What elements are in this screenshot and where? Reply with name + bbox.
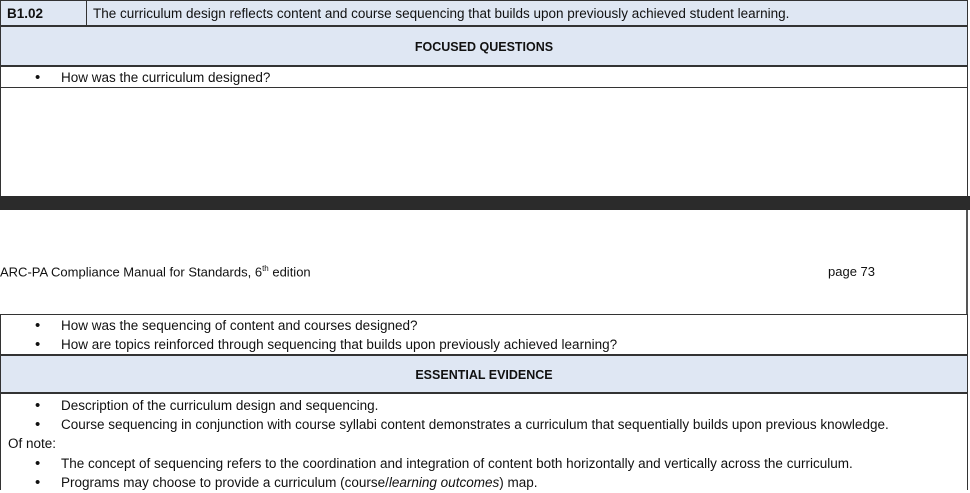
bullet-icon: •	[35, 474, 41, 491]
standard-row	[0, 0, 968, 26]
manual-title: ARC-PA Compliance Manual for Standards, 6th edition	[0, 264, 311, 280]
focused-questions-heading: FOCUSED QUESTIONS	[0, 26, 968, 66]
essential-evidence-heading: ESSENTIAL EVIDENCE	[0, 355, 968, 393]
bullet-icon: •	[35, 336, 41, 353]
focused-questions-list-top: • How was the curriculum designed?	[0, 66, 968, 88]
focused-questions-list-bottom: • How was the sequencing of content and courses designed? • How are topics reinforced through sequencing that builds upon previously achieved learning?	[0, 314, 968, 355]
blank-area	[0, 88, 968, 198]
page-break-bar	[0, 196, 970, 210]
page-edge	[966, 210, 968, 314]
bullet-icon: •	[35, 416, 41, 433]
bullet-icon: •	[35, 455, 41, 472]
standard-text: The curriculum design reflects content and course sequencing that builds upon previously achieved student learning.	[93, 6, 790, 21]
essential-evidence-list: • Description of the curriculum design and sequencing. • Course sequencing in conjunction with course syllabi content demonstrates a curriculum that sequentially builds upon previous knowledge. Of note: • The concept of sequencing refers to the coordination and integration of content both horizontally and vertically across the curriculum. • Programs may choose to provide a curriculum (course/learning outcomes) map.	[0, 393, 968, 490]
standard-code: B1.02	[1, 1, 87, 25]
bullet-icon: •	[35, 69, 41, 86]
bullet-icon: •	[35, 397, 41, 414]
page-number: page 73	[828, 264, 875, 279]
of-note-label: Of note:	[8, 436, 57, 451]
bullet-icon: •	[35, 317, 41, 334]
